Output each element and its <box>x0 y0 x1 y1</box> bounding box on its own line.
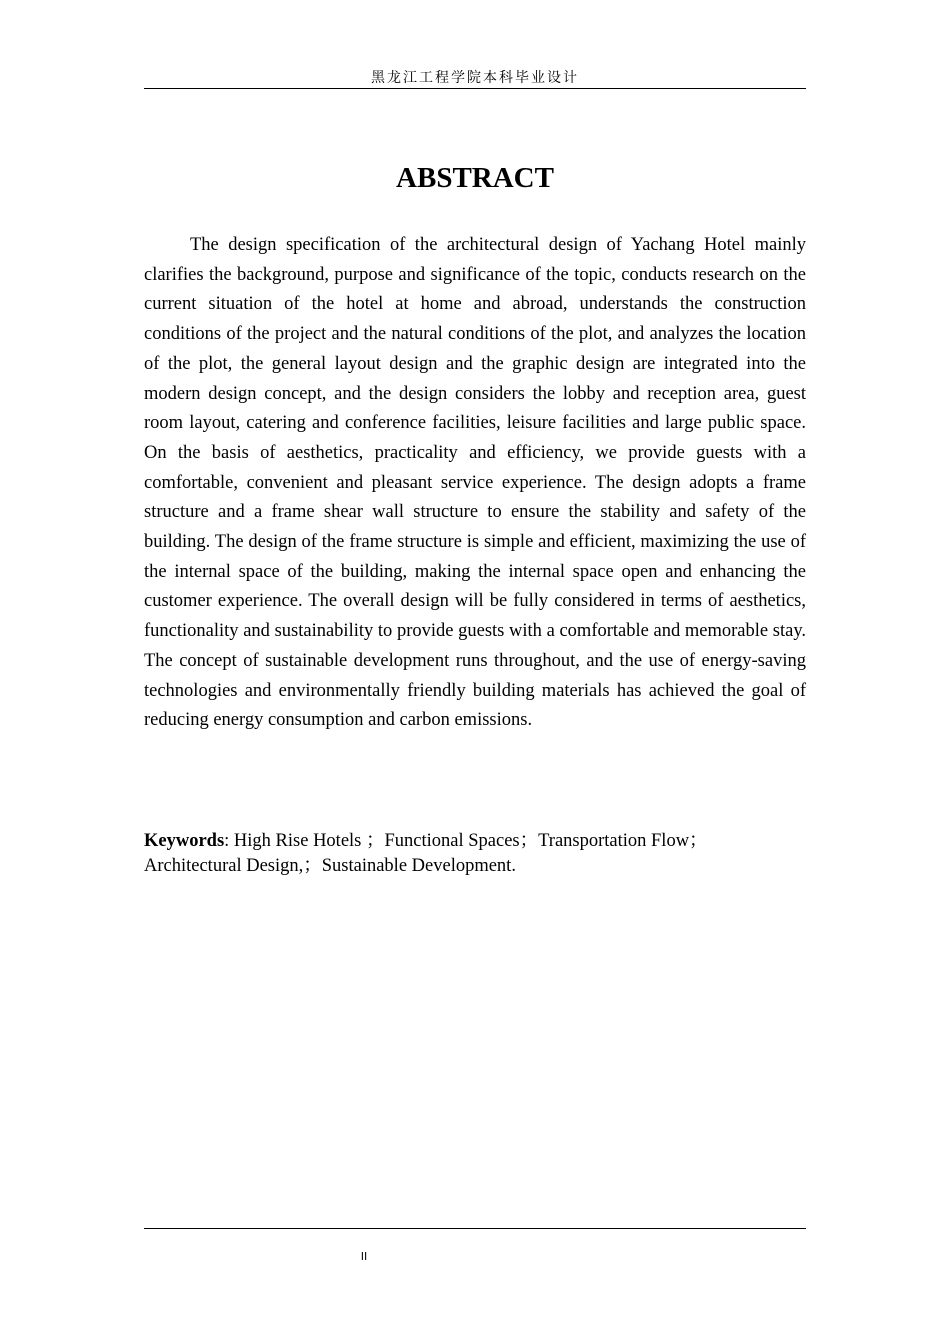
keywords-label: Keywords <box>144 831 225 851</box>
abstract-body: The design specification of the architectural design of Yachang Hotel mainly clarifies the background, purpose and significance of the topic, conducts research on the current situation of the hotel at home and abroad, understands the construction conditions of the project and the natural conditions of the plot, and analyzes the location of the plot, the general layout design and the graphic design are integrated into the modern design concept, and the design considers the lobby and reception area, guest room layout, catering and conference facilities, leisure facilities and large public space. On the basis of aesthetics, practicality and efficiency, we provide guests with a comfortable, convenient and pleasant service experience. The design adopts a frame structure and a frame shear wall structure to ensure the stability and safety of the building. The design of the frame structure is simple and efficient, maximizing the use of the internal space of the building, making the internal space open and enhancing the customer experience. The overall design will be fully considered in terms of aesthetics, functionality and sustainability to provide guests with a comfortable and memorable stay. The concept of sustainable development runs throughout, and the use of energy-saving technologies and environmentally friendly building materials has achieved the goal of reducing energy consumption and carbon emissions. <box>144 235 806 731</box>
header-divider <box>144 88 806 89</box>
keywords-line-1: : High Rise Hotels ；Functional Spaces；Transportation Flow； <box>224 831 708 851</box>
keywords-block <box>144 829 806 879</box>
running-header: 黑龙江工程学院本科毕业设计 <box>371 70 579 86</box>
abstract-heading: ABSTRACT <box>396 162 554 194</box>
page-number: II <box>360 1250 368 1263</box>
footer-divider <box>144 1228 806 1229</box>
keywords-line-2: Architectural Design,；Sustainable Development. <box>144 856 516 876</box>
